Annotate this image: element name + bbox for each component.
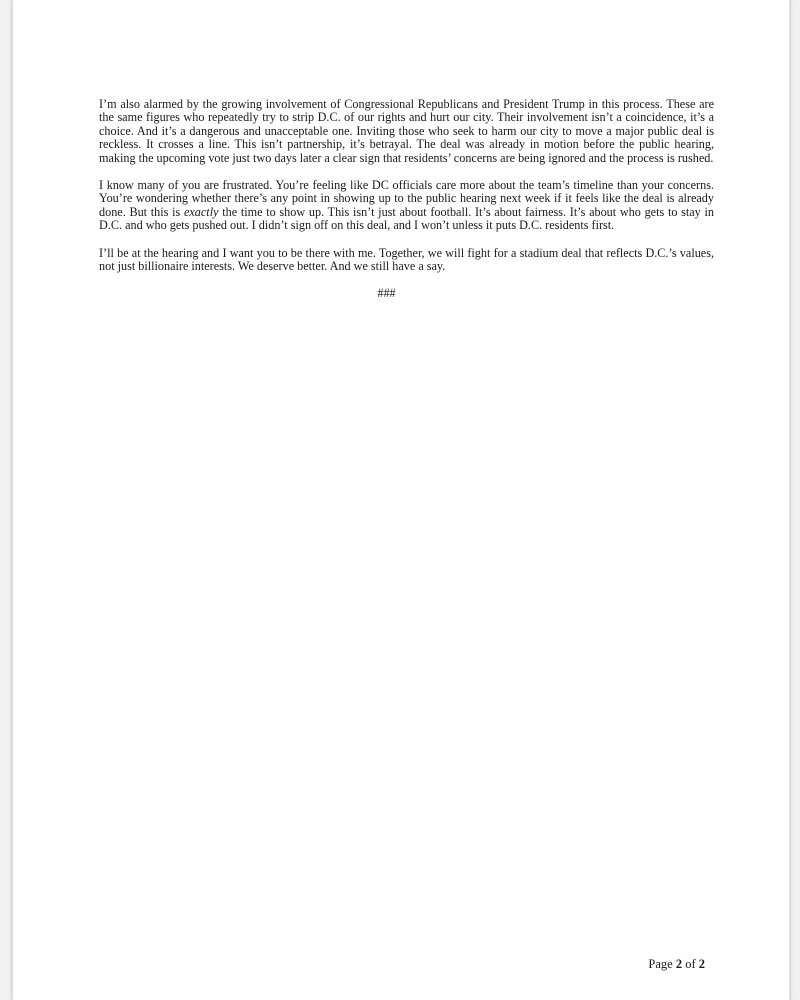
paragraph-hearing-call: I’ll be at the hearing and I want you to be there with me. Together, we will fight for a stadium deal that reflects D.C.’s values, not just billionaire interests. We deserve better. And we still have a say.: [99, 245, 714, 274]
paragraph-frustration-before: I know many of you are frustrated. You’re feeling like DC officials care more about the team’s timeline than your concerns. You’re wondering whether there’s any point in showing up to the public hearing next week if it feels like the deal is already done. But this is: [99, 178, 714, 219]
document-page: [12, 0, 790, 1000]
page-label: Page: [648, 957, 673, 971]
paragraph-republican-involvement: I’m also alarmed by the growing involvement of Congressional Republicans and President Trump in this process. These are the same figures who repeatedly try to strip D.C. of our rights and hurt our city. Their involvement isn’t a coincidence, it’s a choice. And it’s a dangerous and unacceptable one. Inviting those who seek to harm our city to move a major public deal is reckless. It crosses a line. This isn’t partnership, it’s betrayal. The deal was already in motion before the public hearing, making the upcoming vote just two days later a clear sign that residents’ concerns are being ignored and the process is rushed.: [99, 97, 714, 165]
current-page: 2: [675, 957, 683, 971]
paragraph-frustration-after: the time to show up. This isn’t just about football. It’s about fairness. It’s about who gets to stay in D.C. and who gets pushed out. I didn’t sign off on this deal, and I won’t unless it puts D.C. residents first.: [99, 204, 714, 233]
document-body: [99, 98, 714, 301]
paragraph-frustration-emphasis: exactly: [183, 204, 219, 219]
paragraph-frustration: [99, 179, 714, 233]
total-pages: 2: [698, 957, 705, 971]
page-number: [648, 957, 705, 972]
of-label: of: [685, 957, 696, 971]
end-of-release-mark: ###: [377, 286, 396, 301]
